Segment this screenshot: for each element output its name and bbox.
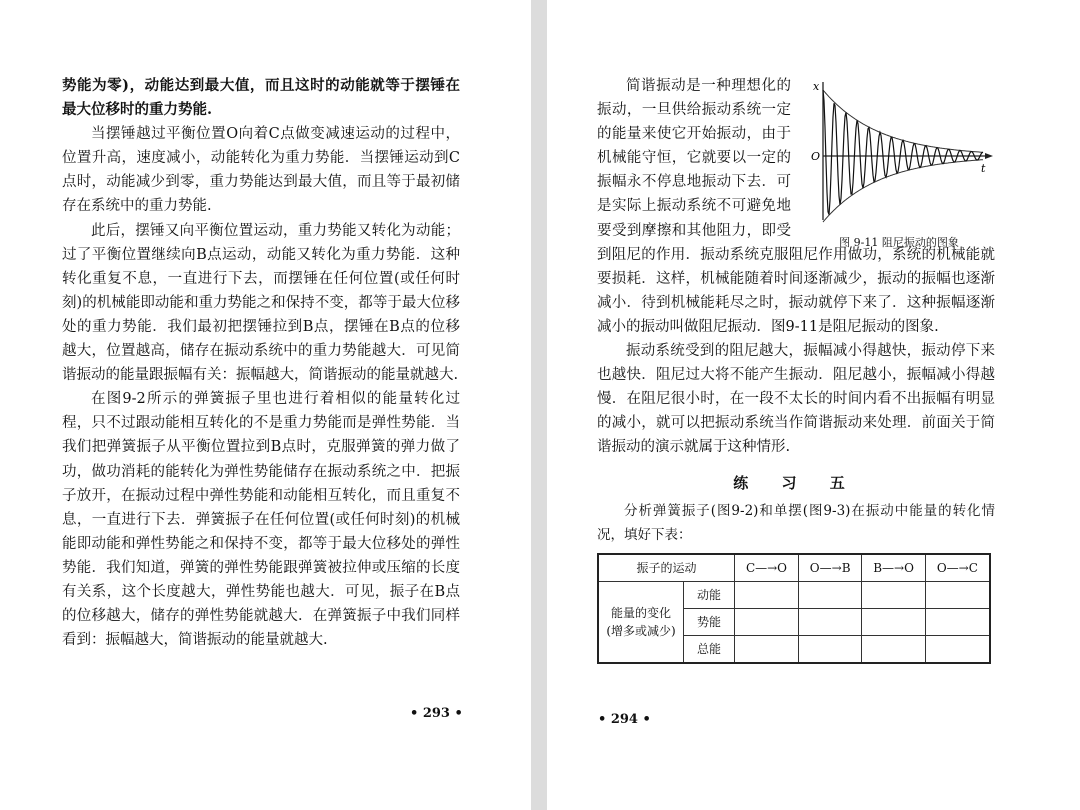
table-header-label: 振子的运动 <box>598 554 735 582</box>
table-cell-blank[interactable] <box>925 581 990 608</box>
origin-label: O <box>811 150 821 163</box>
table-cell-blank[interactable] <box>735 608 799 635</box>
damped-oscillation-figure <box>803 78 995 249</box>
table-cell-blank[interactable] <box>735 581 799 608</box>
table-header-row <box>598 554 990 582</box>
table-col-header: O—→B <box>798 554 861 582</box>
envelope-lower <box>823 160 983 222</box>
right-paragraph-1: 简谐振动是一种理想化的振动，一旦供给振动系统一定的能量来使它开始振动，由于机械能守恒，它就要以一定的振幅永不停息地振动下去．可是实际上振动系统不可避免地要受到摩擦和其他阻力，即受到阻尼的作用．振动系统克服阻尼作用做功，系统的机械能就要损耗．这样，机械能随着时间逐渐减少，振动的振幅也逐渐减小．待到机械能耗尽之时，振动就停下来了．这种振幅逐渐减小的振动叫做阻尼振动．图9-11是阻尼振动的图象. <box>597 78 995 335</box>
group-label-line2: (增多或减少) <box>606 623 676 638</box>
group-label-line1: 能量的变化 <box>610 605 671 620</box>
section-title: 练 习 五 <box>733 473 859 492</box>
page-gutter <box>531 0 547 810</box>
left-page <box>62 74 460 652</box>
damped-wave-curve <box>823 90 983 215</box>
table-col-header: O—→C <box>925 554 990 582</box>
table-row-label: 势能 <box>684 608 735 635</box>
table-group-label <box>598 581 684 663</box>
table-row-label: 总能 <box>684 635 735 663</box>
page-number-left: • 293 • <box>410 706 463 721</box>
table-col-header: C—→O <box>735 554 799 582</box>
table-row-label: 动能 <box>684 581 735 608</box>
table-row <box>598 581 990 608</box>
table-cell-blank[interactable] <box>925 608 990 635</box>
page-number-right: • 294 • <box>598 712 651 727</box>
table-cell-blank[interactable] <box>862 608 925 635</box>
table-cell-blank[interactable] <box>862 635 925 663</box>
t-axis-arrow <box>985 153 993 159</box>
table-cell-blank[interactable] <box>798 608 861 635</box>
table-col-header: B—→O <box>862 554 925 582</box>
exercise-prompt: 分析弹簧振子(图9-2)和单摆(图9-3)在振动中能量的转化情况，填好下表： <box>597 502 995 543</box>
figure-caption: 图 9-11 阻尼振动的图象 <box>839 236 959 249</box>
left-paragraph-2: 当摆锤越过平衡位置O向着C点做变减速运动的过程中，位置升高，速度减小，动能转化为重力势能．当摆锤运动到C点时，动能减少到零，重力势能达到最大值，而且等于最初储存在系统中的重力势能. <box>62 126 460 215</box>
left-paragraph-4: 在图9-2所示的弹簧振子里也进行着相似的能量转化过程，只不过跟动能相互转化的不是重力势能而是弹性势能．当我们把弹簧振子从平衡位置拉到B点时，克服弹簧的弹力做了功，做功消耗的能转化为弹性势能储存在振动系统之中．把振子放开，在振动过程中弹性势能和动能相互转化，而且重复不息，一直进行下去．弹簧振子在任何位置(或任何时刻)的机械能即动能和弹性势能之和保持不变，都等于最大位移处的弹性势能．我们知道，弹簧的弹性势能跟弹簧被拉伸或压缩的长度有关系，这个长度越大，弹性势能也越大．可见，振子在B点的位移越大，储存的弹性势能就越大．在弹簧振子中我们同样看到：振幅越大，简谐振动的能量就越大. <box>62 391 460 649</box>
table-cell-blank[interactable] <box>925 635 990 663</box>
table-cell-blank[interactable] <box>735 635 799 663</box>
energy-table <box>597 553 991 664</box>
table-cell-blank[interactable] <box>798 635 861 663</box>
damped-oscillation-graph <box>803 78 995 226</box>
table-cell-blank[interactable] <box>798 581 861 608</box>
table-cell-blank[interactable] <box>862 581 925 608</box>
right-page <box>597 74 995 664</box>
t-axis-label: t <box>981 162 986 175</box>
left-paragraph-3: 此后，摆锤又向平衡位置运动，重力势能又转化为动能；过了平衡位置继续向B点运动，动能又转化为重力势能．这种转化重复不息，一直进行下去，而摆锤在任何位置(或任何时刻)的机械能即动能和重力势能之和保持不变，都等于最大位移处的重力势能．我们最初把摆锤拉到B点，摆锤在B点的位移越大，位置越高，储存在振动系统中的重力势能越大．可见简谐振动的能量跟振幅有关：振幅越大，简谐振动的能量就越大. <box>62 222 460 384</box>
x-axis-label: x <box>813 80 820 93</box>
right-paragraph-2: 振动系统受到的阻尼越大，振幅减小得越快，振动停下来也越快．阻尼过大将不能产生振动．阻尼越小，振幅减小得越慢．在阻尼很小时，在一段不太长的时间内看不出振幅有明显的减小，就可以把振动系统当作简谐振动来处理．前面关于简谐振动的演示就属于这种情形. <box>597 343 995 456</box>
left-paragraph-1: 势能为零)，动能达到最大值，而且这时的动能就等于摆锤在最大位移时的重力势能. <box>62 77 460 119</box>
